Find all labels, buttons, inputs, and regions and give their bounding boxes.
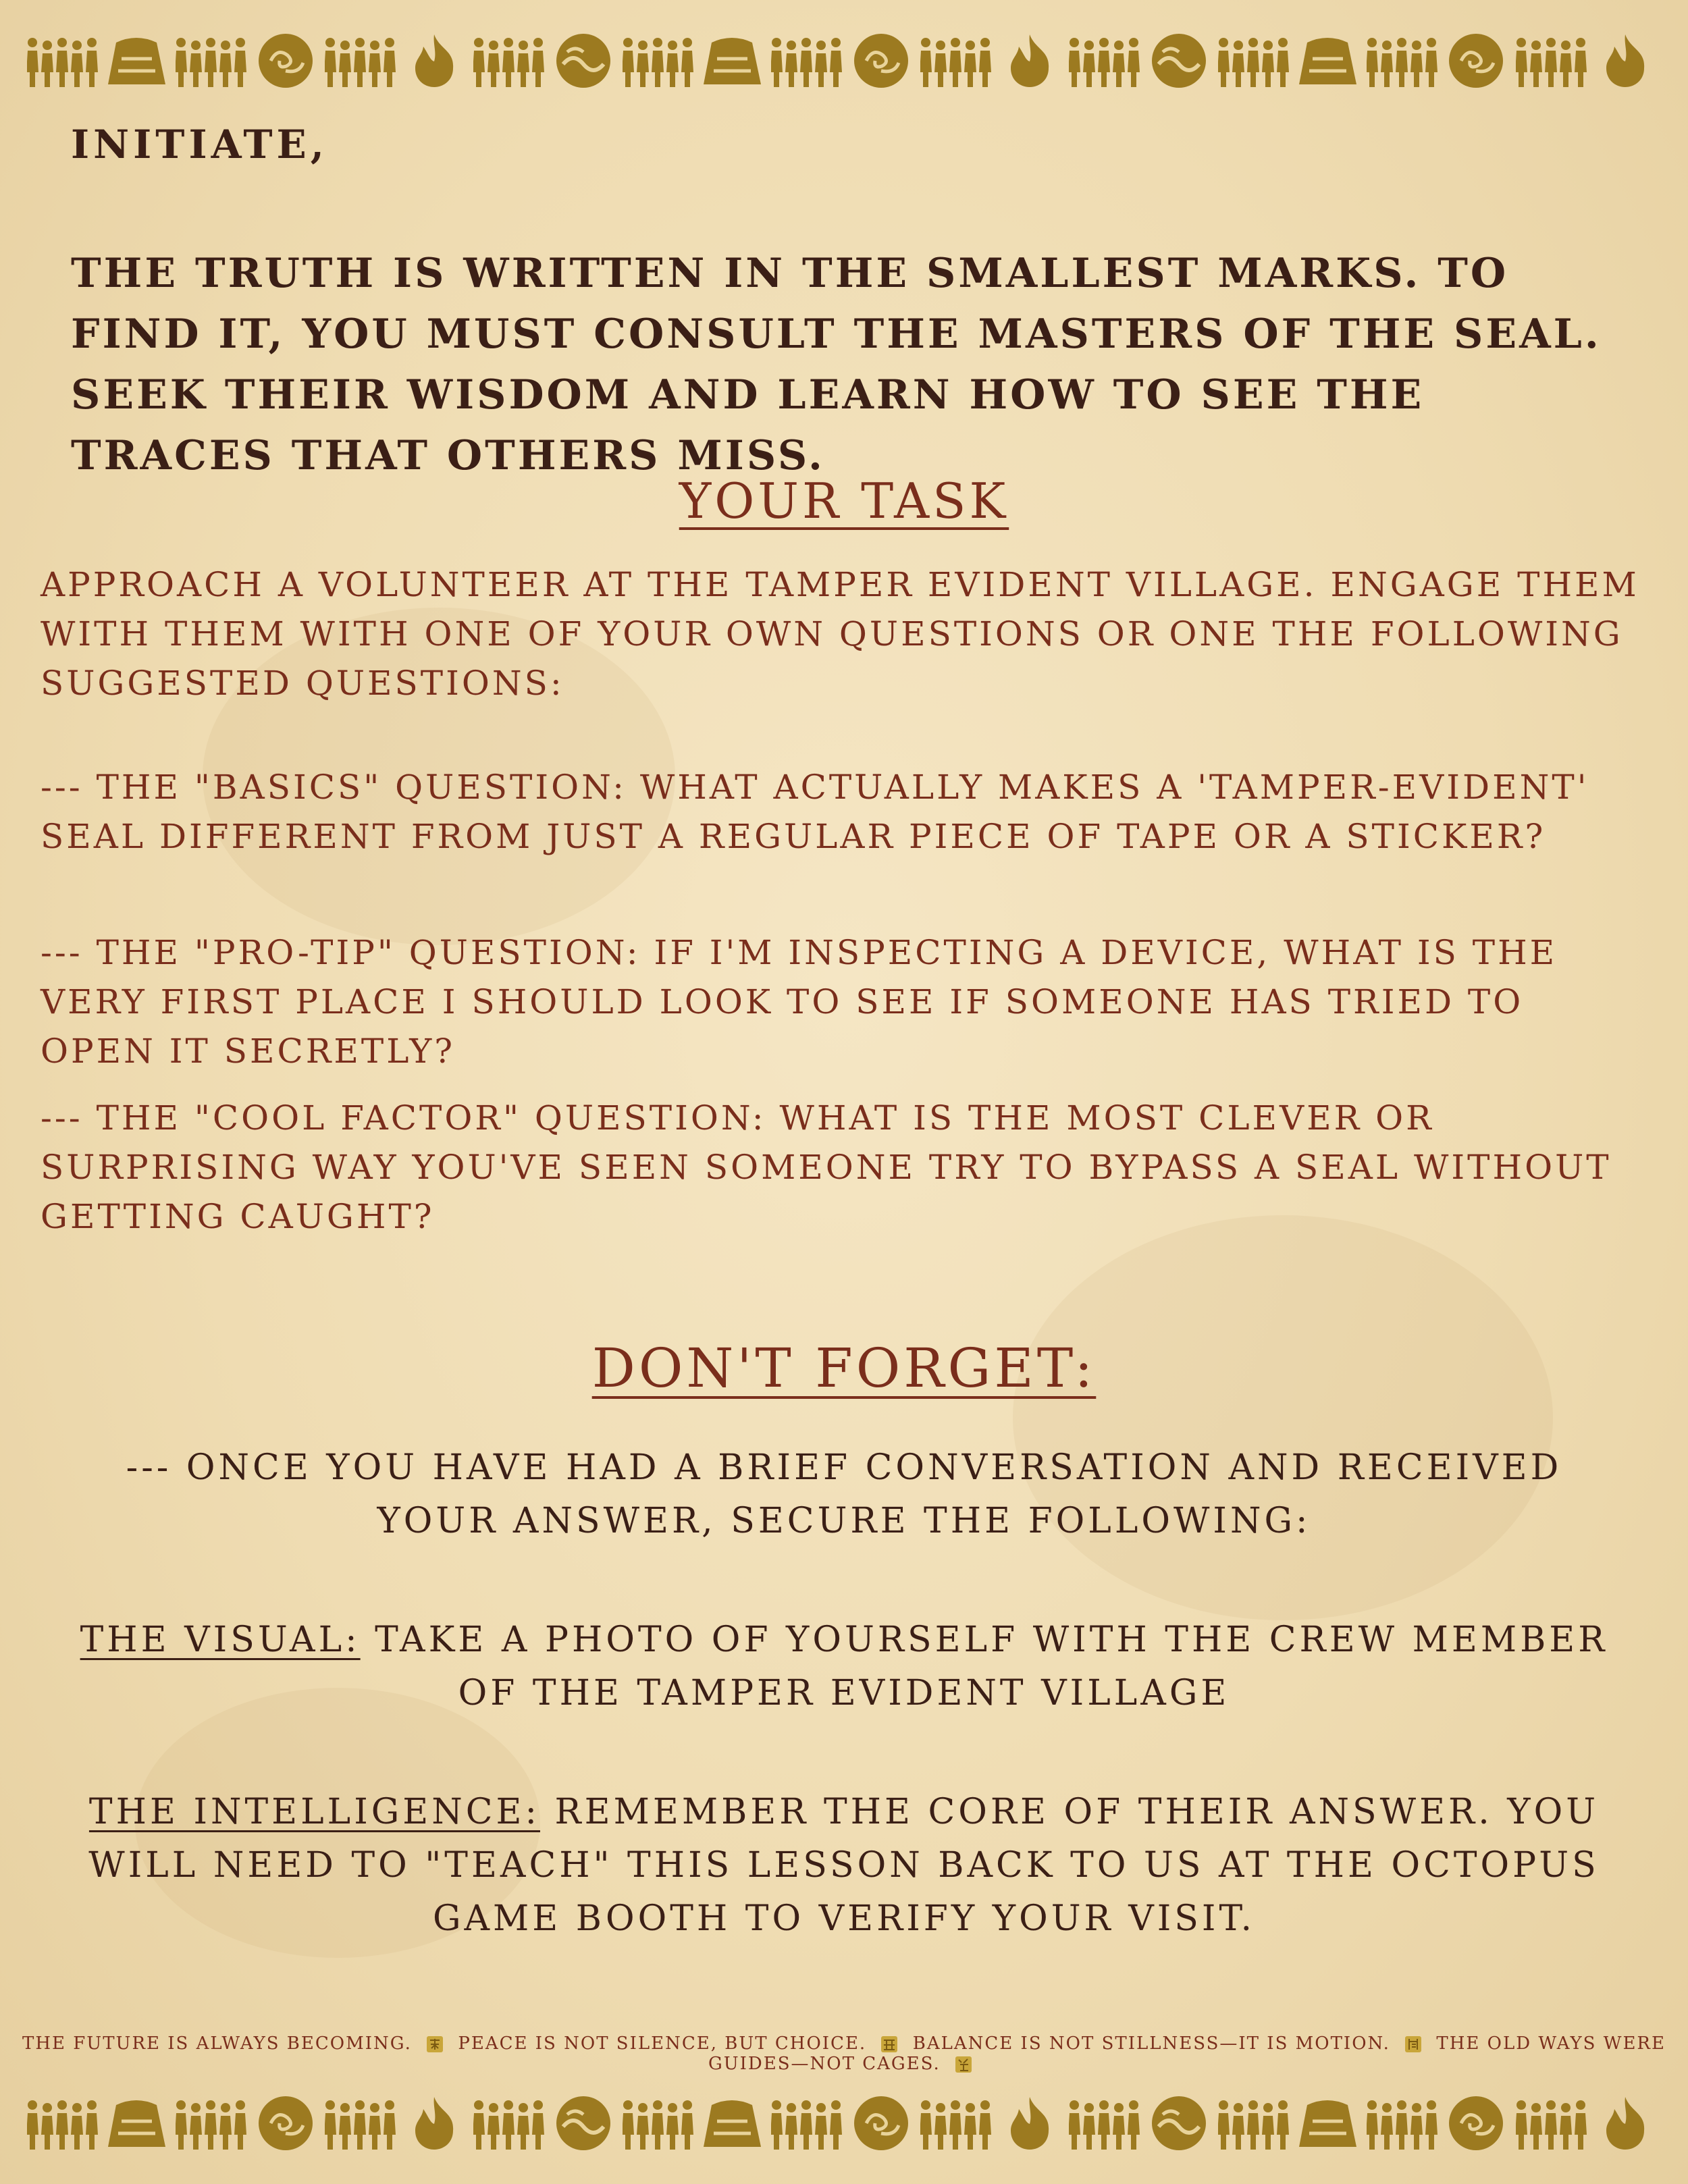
air-symbol-icon — [250, 30, 321, 91]
figures-motif-icon — [623, 2093, 693, 2154]
fire-symbol-icon — [399, 30, 470, 91]
figures-motif-icon — [1516, 2093, 1587, 2154]
once-instruction: --- ONCE YOU HAVE HAD A BRIEF CONVERSATION AND RECEIVED YOUR ANSWER, SECURE THE FOLLOWING: — [126, 1447, 1562, 1541]
task-instructions: APPROACH A VOLUNTEER AT THE TAMPER EVIDENT VILLAGE. ENGAGE THEM WITH THEM WITH ONE OF YOUR OWN QUESTIONS OR ONE THE FOLLOWING SUGGESTED QUESTIONS: — [41, 565, 1639, 703]
greeting: INITIATE, — [71, 122, 328, 167]
proverb-1: THE FUTURE IS ALWAYS BECOMING. — [22, 2033, 412, 2054]
figures-motif-icon — [920, 2093, 991, 2154]
water-symbol-icon — [548, 2093, 619, 2154]
intelligence-text: REMEMBER THE CORE OF THEIR ANSWER. YOU WILL NEED TO "TEACH" THIS LESSON BACK TO US AT THE OCTOPUS GAME BOOTH TO VERIFY YOUR VISIT. — [88, 1792, 1600, 1939]
fire-symbol-icon — [995, 30, 1065, 91]
figures-motif-icon — [1367, 2093, 1438, 2154]
air-symbol-icon — [250, 2093, 321, 2154]
visual-step — [68, 1614, 1620, 1720]
air-symbol-icon — [1441, 30, 1512, 91]
figures-motif-icon — [920, 30, 991, 91]
figures-motif-icon — [1516, 30, 1587, 91]
seal-glyph-icon — [880, 2035, 899, 2054]
figures-motif-icon — [27, 2093, 98, 2154]
water-symbol-icon — [548, 30, 619, 91]
figures-motif-icon — [1367, 30, 1438, 91]
proverb-3: BALANCE IS NOT STILLNESS—IT IS MOTION. — [912, 2033, 1390, 2054]
figures-motif-icon — [176, 2093, 246, 2154]
figures-motif-icon — [771, 2093, 842, 2154]
decorative-border-bottom — [27, 2089, 1661, 2157]
question-pro-tip: --- THE "PRO-TIP" QUESTION: IF I'M INSPECTING A DEVICE, WHAT IS THE VERY FIRST PLACE I SHOULD LOOK TO SEE IF SOMEONE HAS TRIED TO OPEN IT SECRETLY? — [41, 933, 1558, 1071]
figures-motif-icon — [623, 30, 693, 91]
intelligence-step — [68, 1786, 1620, 1946]
water-symbol-icon — [1144, 30, 1215, 91]
earth-symbol-icon — [1292, 30, 1363, 91]
figures-motif-icon — [1218, 30, 1289, 91]
dont-forget-heading: DON'T FORGET: — [591, 1337, 1097, 1400]
parchment-stain — [1013, 1215, 1553, 1620]
seal-glyph-icon — [954, 2055, 973, 2074]
earth-symbol-icon — [697, 2093, 768, 2154]
decorative-border-top — [27, 27, 1661, 95]
fire-symbol-icon — [1590, 30, 1661, 91]
fire-symbol-icon — [399, 2093, 470, 2154]
visual-text: TAKE A PHOTO OF YOURSELF WITH THE CREW MEMBER OF THE TAMPER EVIDENT VILLAGE — [360, 1620, 1608, 1713]
earth-symbol-icon — [1292, 2093, 1363, 2154]
figures-motif-icon — [473, 2093, 544, 2154]
figures-motif-icon — [473, 30, 544, 91]
earth-symbol-icon — [101, 30, 172, 91]
air-symbol-icon — [1441, 2093, 1512, 2154]
figures-motif-icon — [325, 2093, 396, 2154]
proverb-4: THE OLD WAYS WERE GUIDES—NOT CAGES. — [708, 2033, 1666, 2074]
figures-motif-icon — [1218, 2093, 1289, 2154]
fire-symbol-icon — [1590, 2093, 1661, 2154]
air-symbol-icon — [846, 30, 917, 91]
intro-paragraph: THE TRUTH IS WRITTEN IN THE SMALLEST MARKS. TO FIND IT, YOU MUST CONSULT THE MASTERS OF THE SEAL. SEEK THEIR WISDOM AND LEARN HOW TO SEE THE TRACES THAT OTHERS MISS. — [71, 250, 1602, 479]
question-basics: --- THE "BASICS" QUESTION: WHAT ACTUALLY MAKES A 'TAMPER-EVIDENT' SEAL DIFFERENT FROM JUST A REGULAR PIECE OF TAPE OR A STICKER? — [41, 768, 1589, 856]
figures-motif-icon — [1069, 30, 1140, 91]
intelligence-label: THE INTELLIGENCE: — [88, 1792, 540, 1832]
proverb-2: PEACE IS NOT SILENCE, BUT CHOICE. — [458, 2033, 867, 2054]
figures-motif-icon — [176, 30, 246, 91]
air-symbol-icon — [846, 2093, 917, 2154]
water-symbol-icon — [1144, 2093, 1215, 2154]
footer-proverbs — [0, 2033, 1688, 2074]
visual-label: THE VISUAL: — [80, 1620, 361, 1660]
earth-symbol-icon — [101, 2093, 172, 2154]
earth-symbol-icon — [697, 30, 768, 91]
task-heading: YOUR TASK — [679, 473, 1009, 529]
seal-glyph-icon — [425, 2035, 444, 2054]
question-cool-factor: --- THE "COOL FACTOR" QUESTION: WHAT IS THE MOST CLEVER OR SURPRISING WAY YOU'VE SEEN SOMEONE TRY TO BYPASS A SEAL WITHOUT GETTING CAUGHT? — [41, 1098, 1612, 1236]
figures-motif-icon — [1069, 2093, 1140, 2154]
figures-motif-icon — [771, 30, 842, 91]
figures-motif-icon — [325, 30, 396, 91]
figures-motif-icon — [27, 30, 98, 91]
fire-symbol-icon — [995, 2093, 1065, 2154]
seal-glyph-icon — [1404, 2035, 1423, 2054]
